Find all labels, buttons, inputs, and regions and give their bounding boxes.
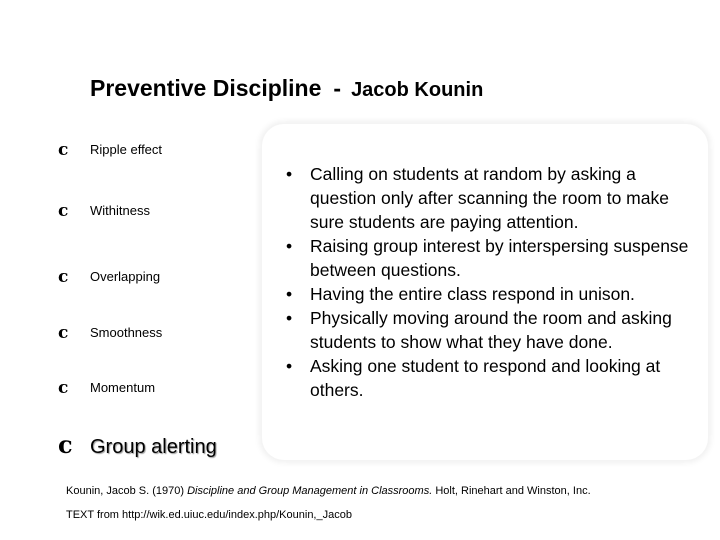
c-bullet-icon: c: [58, 140, 69, 160]
concept-item: [58, 379, 155, 398]
citation-book: Discipline and Group Management in Classrooms.: [187, 485, 433, 497]
citation-publisher: Holt, Rinehart and Winston, Inc.: [435, 485, 591, 497]
title-main: Preventive Discipline: [90, 75, 322, 101]
slide-title: [90, 72, 483, 106]
concept-label: Group alerting: [90, 436, 217, 458]
c-bullet-icon: c: [58, 267, 69, 287]
c-bullet-icon: c: [58, 323, 69, 343]
group-alerting-points: [284, 162, 704, 402]
citation: [66, 484, 591, 498]
concept-item: [58, 202, 150, 221]
source-text: TEXT from http://wik.ed.uiuc.edu/index.php/Kounin,_Jacob: [66, 509, 352, 521]
title-author: Jacob Kounin: [351, 79, 484, 101]
concept-item: [58, 324, 162, 343]
c-bullet-icon: c: [58, 201, 69, 221]
point-item: • Asking one student to respond and looking at others.: [284, 354, 704, 402]
concept-label: Ripple effect: [90, 142, 163, 157]
concept-label: Momentum: [90, 380, 156, 395]
concept-label: Smoothness: [90, 325, 163, 340]
concept-item-group-alerting: [58, 432, 217, 460]
concept-item: [58, 141, 162, 160]
point-item: • Raising group interest by interspersing suspense between questions.: [284, 234, 704, 282]
point-item: • Having the entire class respond in unison.: [284, 282, 704, 306]
concept-label: Withitness: [90, 203, 150, 218]
c-bullet-icon: c: [58, 430, 73, 459]
concept-label: Overlapping: [90, 269, 161, 284]
citation-author: Kounin, Jacob S. (1970): [66, 485, 185, 497]
point-item: • Physically moving around the room and asking students to show what they have done.: [284, 306, 704, 354]
title-separator: -: [333, 75, 342, 101]
concept-item: [58, 268, 160, 287]
point-item: • Calling on students at random by asking a question only after scanning the room to make sure students are paying attention.: [284, 162, 704, 234]
c-bullet-icon: c: [58, 378, 69, 398]
